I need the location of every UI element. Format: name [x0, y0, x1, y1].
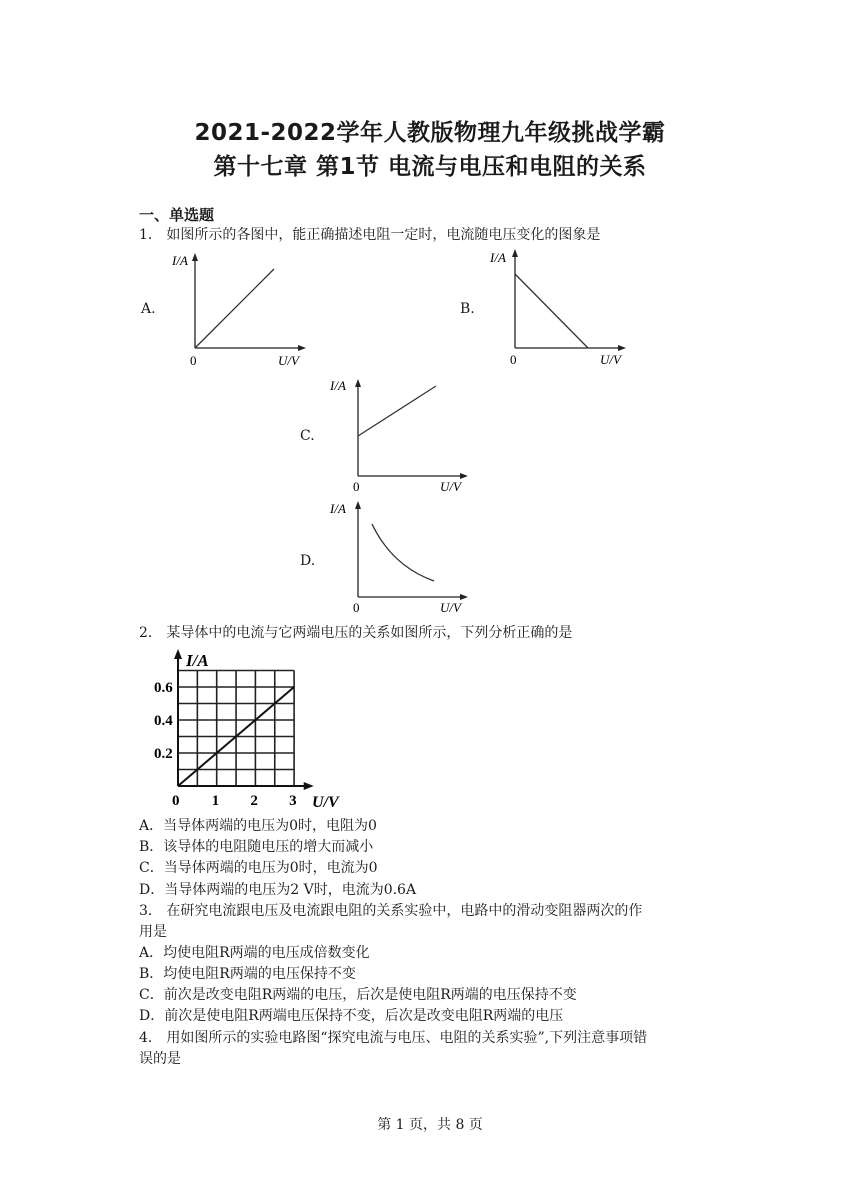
q1-a-yaxis-label: I/A [172, 253, 188, 268]
q2-option-c[interactable]: C．当导体两端的电压为0时，电流为0 [139, 860, 378, 876]
q1-a-xaxis-label: U/V [278, 353, 299, 368]
q3-option-c[interactable]: C．前次是改变电阻R两端的电压，后次是使电阻R两端的电压保持不变 [139, 987, 577, 1003]
document-subtitle: 第十七章 第1节 电流与电压和电阻的关系 [213, 154, 647, 180]
q1-b-origin: 0 [510, 352, 517, 367]
q1-d-origin: 0 [353, 600, 360, 615]
q4-stem-line1: 4． 用如图所示的实验电路图“探究电流与电压、电阻的关系实验”,下列注意事项错 [139, 1030, 648, 1046]
q1-option-a-graph [170, 248, 320, 373]
q1-option-b-label[interactable]: B. [460, 301, 475, 317]
page-footer: 第 1 页，共 8 页 [377, 1117, 483, 1133]
q1-c-origin: 0 [353, 479, 360, 494]
q2-option-d[interactable]: D．当导体两端的电压为2 V时，电流为0.6A [139, 882, 417, 898]
q1-c-xaxis-label: U/V [440, 479, 461, 494]
q2-stem: 2． 某导体中的电流与它两端电压的关系如图所示，下列分析正确的是 [139, 625, 573, 641]
q3-option-d[interactable]: D．前次是使电阻R两端电压保持不变，后次是改变电阻R两端的电压 [139, 1008, 564, 1024]
q1-b-line [515, 274, 588, 348]
q2-option-b[interactable]: B．该导体的电阻随电压的增大而减小 [139, 839, 374, 855]
q3-option-a[interactable]: A．均使电阻R两端的电压成倍数变化 [139, 945, 370, 961]
chart-origin: 0 [172, 793, 180, 809]
chart-ylabel: I/A [186, 651, 209, 670]
y-tick-label: 0.6 [154, 680, 173, 696]
q1-c-yaxis-label: I/A [330, 378, 346, 393]
q2-option-a[interactable]: A．当导体两端的电压为0时，电阻为0 [139, 818, 377, 834]
q1-d-xaxis-label: U/V [440, 600, 461, 615]
chart-xlabel: U/V [312, 794, 339, 811]
q4-stem-line2: 误的是 [139, 1051, 181, 1067]
document-title: 2021-2022学年人教版物理九年级挑战学霸 [194, 120, 666, 146]
y-tick-label: 0.4 [154, 713, 173, 729]
q3-option-b[interactable]: B．均使电阻R两端的电压保持不变 [139, 966, 356, 982]
q1-a-line [195, 269, 274, 348]
x-tick-label: 1 [211, 793, 220, 809]
y-axis-arrow [174, 649, 182, 659]
q1-d-yaxis-label: I/A [330, 501, 346, 516]
chart-grid [178, 671, 294, 787]
q1-stem: 1． 如图所示的各图中，能正确描述电阻一定时，电流随电压变化的图象是 [139, 227, 601, 243]
section-heading: 一、单选题 [139, 206, 215, 224]
x-tick-label: 2 [250, 793, 258, 809]
y-tick-label: 0.2 [154, 746, 173, 762]
q1-a-origin: 0 [190, 353, 197, 368]
q1-c-line [358, 386, 436, 436]
x-axis-arrow [304, 782, 314, 790]
q2-chart [140, 643, 360, 815]
q1-d-curve [372, 524, 434, 581]
q3-stem-line1: 3． 在研究电流跟电压及电流跟电阻的关系实验中，电路中的滑动变阻器两次的作 [139, 903, 643, 919]
q1-option-c-label[interactable]: C. [300, 428, 315, 444]
q1-option-d-graph [330, 494, 480, 619]
q1-option-a-label[interactable]: A. [141, 301, 156, 317]
q3-stem-line2: 用是 [139, 924, 167, 940]
q1-b-xaxis-label: U/V [600, 352, 621, 367]
q1-option-b-graph [490, 244, 640, 369]
q1-b-yaxis-label: I/A [490, 250, 506, 265]
x-tick-label: 3 [289, 793, 297, 809]
q1-option-c-graph [330, 372, 480, 497]
q1-option-d-label[interactable]: D. [300, 553, 316, 569]
